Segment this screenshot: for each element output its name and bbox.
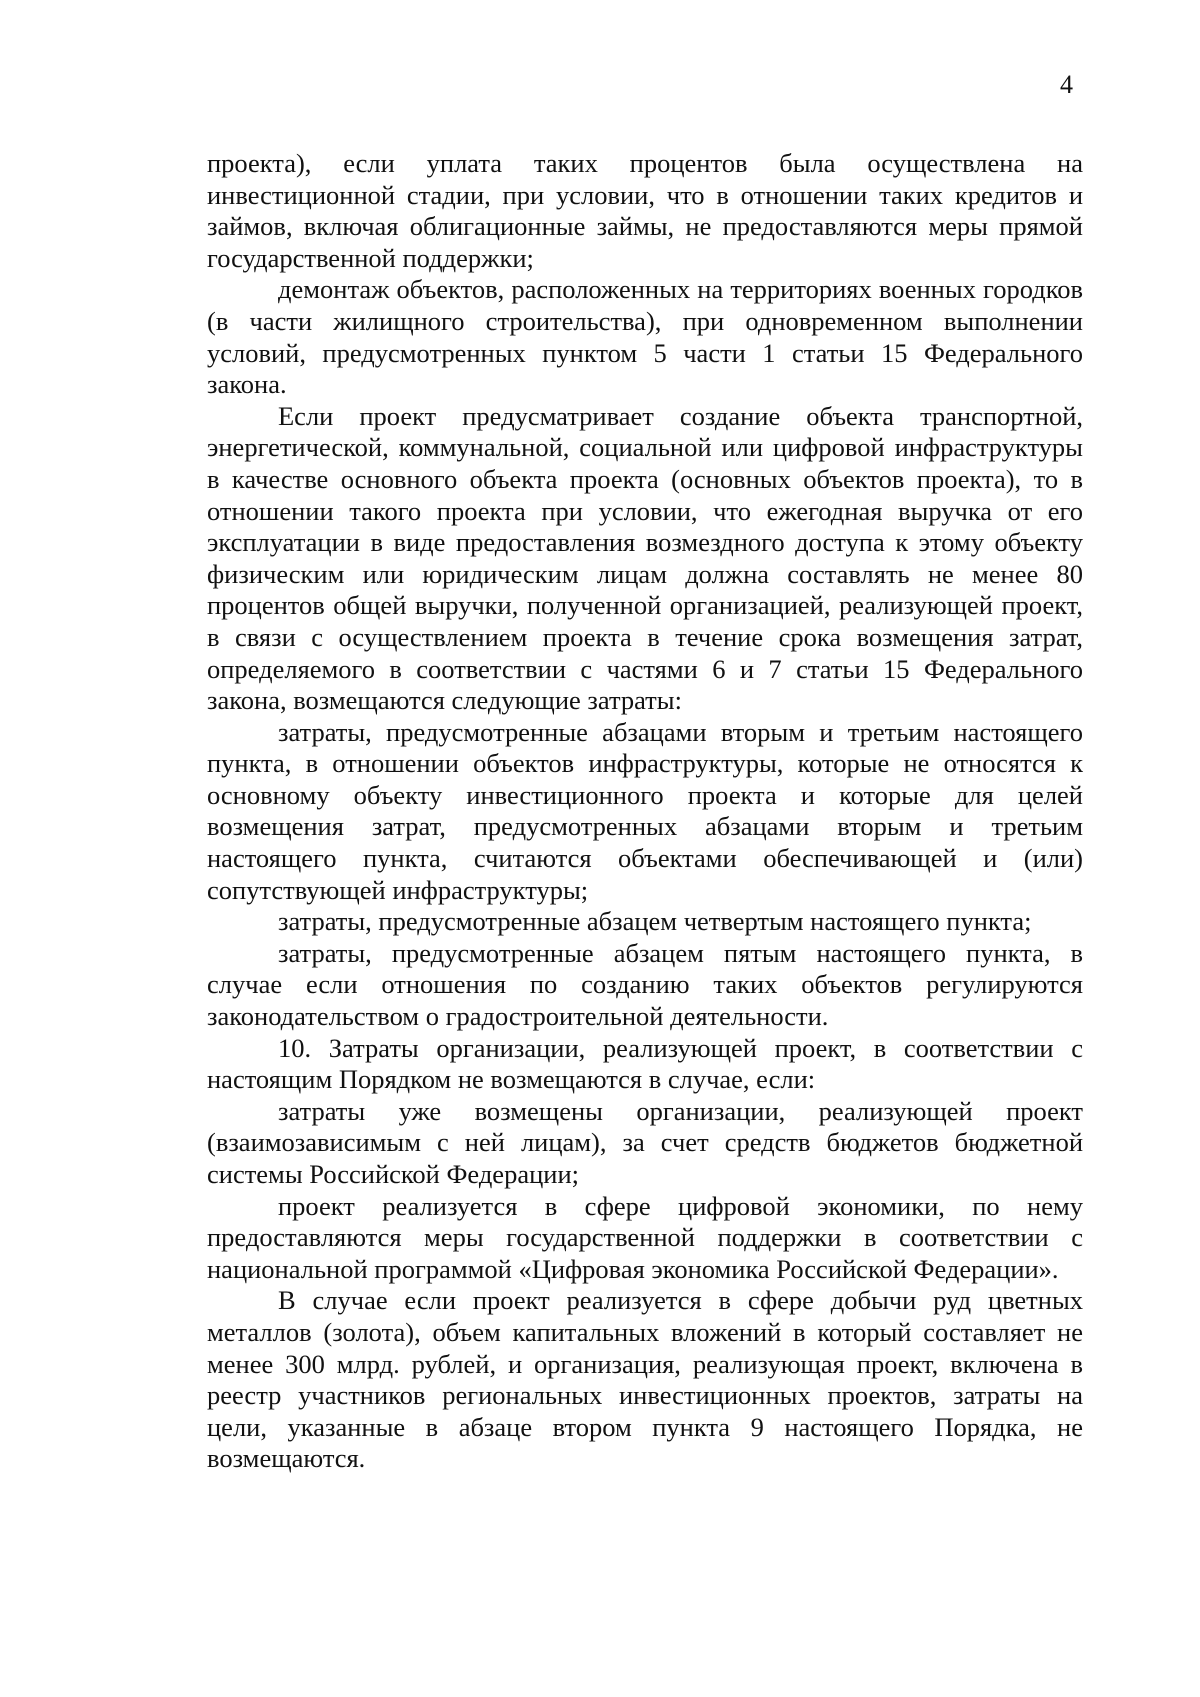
paragraph-digital-economy: проект реализуется в сфере цифровой экономики, по нему предоставляются меры государственной поддержки в соответствии с национальной программой «Цифровая экономика Российской Федерации». (207, 1190, 1083, 1284)
paragraph-costs-fifth: затраты, предусмотренные абзацем пятым настоящего пункта, в случае если отношения по созданию таких объектов регулируются законодательством о градостроительной деятельности. (207, 937, 1083, 1032)
paragraph-costs-fourth: затраты, предусмотренные абзацем четвертым настоящего пункта; (278, 906, 1032, 937)
paragraph-already-reimbursed: затраты уже возмещены организации, реализующей проект (взаимозависимым с ней лицам), за счет средств бюджетов бюджетной системы Российской Федерации; (207, 1095, 1083, 1189)
paragraph-item-10: 10. Затраты организации, реализующей проект, в соответствии с настоящим Порядком не возмещаются в случае, если: (207, 1032, 1083, 1095)
paragraph-non-ferrous-metals: В случае если проект реализуется в сфере добычи руд цветных металлов (золота), объем капитальных вложений в который составляет не менее 300 млрд. рублей, и организация, реализующая проект, включена в реестр участников региональных инвестиционных проектов, затраты на цели, указанные в абзаце втором пункта 9 настоящего Порядка, не возмещаются. (207, 1285, 1083, 1474)
paragraph-infrastructure-project: Если проект предусматривает создание объекта транспортной, энергетической, коммунальной, социальной или цифровой инфраструктуры в качестве основного объекта проекта (основных объектов проекта), то в отношении такого проекта при условии, что ежегодная выручка от его эксплуатации в виде предоставления возмездного доступа к этому объекту физическим или юридическим лицам должна составлять не менее 80 процентов общей выручки, полученной организацией, реализующей проект, в связи с осуществлением проекта в течение срока возмещения затрат, определяемого в соответствии с частями 6 и 7 статьи 15 Федерального закона, возмещаются следующие затраты: (207, 400, 1083, 716)
page-number: 4 (1060, 70, 1073, 99)
paragraph-continuation: проекта), если уплата таких процентов была осуществлена на инвестиционной стадии, при условии, что в отношении таких кредитов и займов, включая облигационные займы, не предоставляются меры прямой государственной поддержки; (207, 148, 1083, 273)
paragraph-costs-second-third: затраты, предусмотренные абзацами вторым и третьим настоящего пункта, в отношении объектов инфраструктуры, которые не относятся к основному объекту инвестиционного проекта и которые для целей возмещения затрат, предусмотренных абзацами вторым и третьим настоящего пункта, считаются объектами обеспечивающей и (или) сопутствующей инфраструктуры; (207, 716, 1083, 905)
paragraph-demolition: демонтаж объектов, расположенных на территориях военных городков (в части жилищного строительства), при одновременном выполнении условий, предусмотренных пунктом 5 части 1 статьи 15 Федерального закона. (207, 274, 1083, 400)
document-body (207, 148, 1083, 1475)
